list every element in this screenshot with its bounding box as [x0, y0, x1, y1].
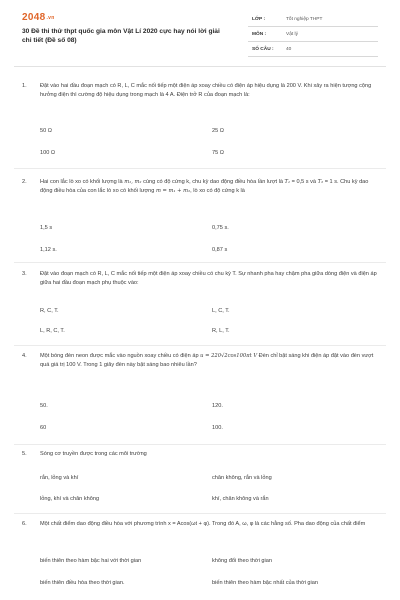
- document-title: 30 Đề thi thử thpt quốc gia môn Vật Lí 2020 cực hay nói lời giải chi tiết (Đề số 08): [22, 28, 220, 44]
- question-number: 5.: [22, 451, 27, 457]
- answer-option[interactable]: 75 Ω: [212, 150, 224, 156]
- question-text: Đặt vào đoạn mạch có R, L, C mắc nối tiếp một điện áp xoay chiều có chu kỳ T. Sự nhanh pha hay chậm pha giữa dòng điện và điện áp giữa hai đầu đoạn mạch phụ thuộc vào:: [40, 271, 377, 286]
- meta-value: 40: [286, 47, 292, 52]
- text-segment: Một bóng đèn neon được mắc vào nguồn xoay chiều có điện áp: [40, 353, 201, 359]
- meta-row-count: [248, 44, 378, 57]
- answer-option[interactable]: chân không, rắn và lỏng: [212, 475, 272, 481]
- question-number: 6.: [22, 521, 27, 527]
- answer-option[interactable]: lỏng, khí và chân không: [40, 496, 100, 502]
- header-divider: [14, 66, 386, 67]
- answer-option[interactable]: không đổi theo thời gian: [212, 558, 272, 564]
- answer-option[interactable]: 0,75 s.: [212, 225, 229, 231]
- answer-option[interactable]: 1,5 s: [40, 225, 53, 231]
- question-separator: [14, 168, 386, 169]
- answer-option[interactable]: khí, chân không và rắn: [212, 496, 269, 502]
- text-segment: = 0,5 s và: [290, 179, 318, 185]
- logo-sub: .vn: [46, 15, 55, 21]
- math-period-1: T₁: [284, 179, 291, 185]
- math-voltage: u = 220√2cos100πt V: [200, 353, 258, 359]
- answer-option[interactable]: biến thiên theo hàm bậc nhất của thời gian: [212, 580, 318, 586]
- text-segment: Hai con lắc lò xo có khối lượng là: [40, 179, 125, 185]
- question-separator: [14, 444, 386, 445]
- answer-option[interactable]: 100.: [212, 425, 223, 431]
- math-total-mass: m = m₁ + m₂: [155, 187, 191, 194]
- question-separator: [14, 513, 386, 514]
- answer-option[interactable]: rắn, lỏng và khí: [40, 475, 79, 481]
- answer-option[interactable]: R, C, T.: [40, 308, 59, 314]
- answer-option[interactable]: L, R, C, T.: [40, 328, 65, 334]
- answer-option[interactable]: 25 Ω: [212, 128, 224, 134]
- answer-option[interactable]: 50.: [40, 403, 48, 409]
- question-number: 3.: [22, 271, 27, 277]
- question-separator: [14, 262, 386, 263]
- meta-row-class: [248, 14, 378, 27]
- meta-value: Vật lý: [286, 32, 298, 37]
- text-segment: cùng có độ cứng k, chu kỳ dao động điều hòa lần lượt là: [141, 179, 285, 185]
- answer-option[interactable]: 120.: [212, 403, 223, 409]
- question-number: 2.: [22, 179, 27, 185]
- answer-option[interactable]: biến thiên theo hàm bậc hai với thời gian: [40, 558, 142, 564]
- meta-table: [248, 14, 378, 59]
- logo-main: 2048: [22, 12, 46, 23]
- meta-value: Tốt nghiệp THPT: [286, 17, 323, 22]
- site-logo[interactable]: [22, 12, 55, 23]
- question-text: [40, 178, 378, 195]
- answer-option[interactable]: L, C, T.: [212, 308, 230, 314]
- meta-row-subject: [248, 29, 378, 42]
- answer-option[interactable]: biến thiên điều hòa theo thời gian.: [40, 580, 125, 586]
- question-number: 4.: [22, 353, 27, 359]
- question-number: 1.: [22, 83, 27, 89]
- math-period-2: T₂: [317, 179, 324, 185]
- meta-label: LỚP :: [252, 17, 266, 22]
- answer-option[interactable]: 60: [40, 425, 47, 431]
- answer-option[interactable]: 0,87 s: [212, 247, 228, 253]
- question-text: Đặt vào hai đầu đoạn mạch có R, L, C mắc nối tiếp một điện áp xoay chiều có điện áp hiệu dụng là 200 V. Khi xảy ra hiện tượng cộng hưởng điện thì cường độ hiệu dụng trong mạch là 4 A. Điện trở R của đoạn mạch là:: [40, 83, 372, 98]
- meta-label: SỐ CÂU :: [252, 47, 274, 52]
- question-text: Sóng cơ truyền được trong các môi trường: [40, 451, 147, 457]
- text-segment: , lò xo có độ cứng k là: [190, 187, 245, 194]
- document-header: [0, 0, 400, 62]
- answer-option[interactable]: R, L, T.: [212, 328, 230, 334]
- math-masses: m₁, m₂: [124, 179, 142, 185]
- question-text: [40, 352, 378, 369]
- question-text: Một chất điểm dao động điều hòa với phương trình x = Acos(ωt + φ). Trong đó A, ω, φ là các hằng số. Pha dao động của chất điểm: [40, 521, 366, 527]
- text-segment: = 1 s. Chu kỳ dao động điều hòa của con lắc lò xo có khối lượng: [40, 179, 369, 194]
- answer-option[interactable]: 1,12 s.: [40, 247, 57, 253]
- answer-option[interactable]: 50 Ω: [40, 128, 52, 134]
- meta-label: MÔN :: [252, 32, 267, 37]
- answer-option[interactable]: 100 Ω: [40, 150, 56, 156]
- text-segment: Đèn chỉ bật sáng khi điện áp đặt vào đèn vượt quá giá trị 100 V. Trong 1 giây đèn này bật sáng bao nhiêu lần?: [40, 353, 374, 368]
- question-separator: [14, 345, 386, 346]
